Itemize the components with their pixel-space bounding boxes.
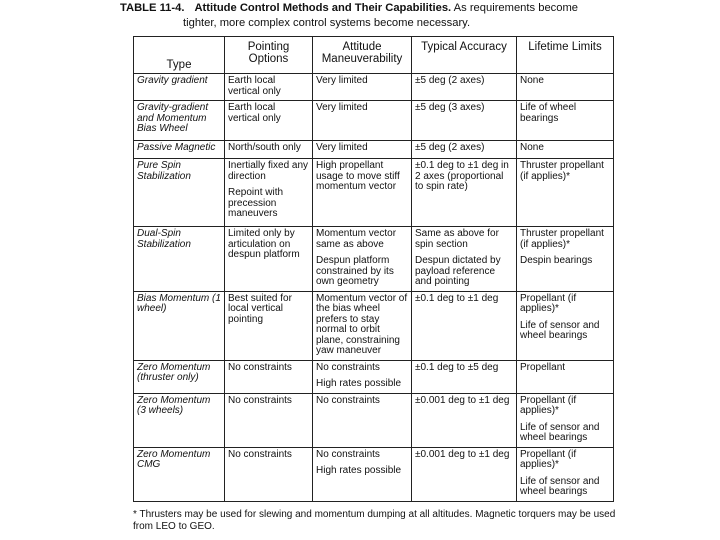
lifetime-cell — [517, 74, 614, 101]
pointing-cell — [225, 159, 313, 227]
pointing-cell — [225, 141, 313, 159]
cell-line: Earth local vertical only — [228, 75, 281, 97]
cell-line: ±5 deg (2 axes) — [415, 75, 485, 86]
cell-line: Life of wheel bearings — [520, 102, 577, 124]
cell-line: Despin bearings — [520, 255, 593, 266]
lifetime-cell — [517, 360, 614, 393]
pointing-cell — [225, 393, 313, 447]
cell-line: Same as above for spin section — [415, 228, 499, 250]
cell-line: Thruster propellant (if applies)* — [520, 160, 604, 182]
cell-line: Earth local vertical only — [228, 102, 281, 124]
cell-line: Propellant (if applies)* — [520, 292, 577, 314]
maneuverability-cell — [313, 101, 412, 141]
type-cell: Bias Momentum (1 wheel) — [134, 291, 225, 360]
cell-line: Very limited — [316, 142, 368, 153]
cell-line: Inertially fixed any direction — [228, 160, 309, 182]
cell-line: Thruster propellant (if applies)* — [520, 228, 604, 250]
attitude-control-table — [133, 36, 614, 502]
table-header-row — [134, 37, 614, 74]
table-row — [134, 101, 614, 141]
accuracy-cell — [412, 74, 517, 101]
table-row — [134, 141, 614, 159]
cell-line: ±0.1 deg to ±5 deg — [415, 361, 499, 373]
cell-line: No constraints — [316, 394, 380, 406]
table-row — [134, 360, 614, 393]
cell-line: No constraints — [228, 448, 292, 460]
type-cell: Zero Momentum (3 wheels) — [134, 393, 225, 447]
header-lifetime: Lifetime Limits — [517, 37, 614, 74]
cell-line: Very limited — [316, 75, 368, 86]
caption-label: TABLE 11-4. — [120, 2, 185, 14]
table-row — [134, 291, 614, 360]
lifetime-cell — [517, 141, 614, 159]
type-cell: Dual-Spin Stabilization — [134, 227, 225, 292]
type-cell: Gravity gradient — [134, 74, 225, 101]
cell-line: Propellant — [520, 361, 566, 373]
maneuverability-cell — [313, 74, 412, 101]
accuracy-cell — [412, 101, 517, 141]
pointing-cell — [225, 291, 313, 360]
cell-line: Very limited — [316, 102, 368, 113]
cell-line: Propellant (if applies)* — [520, 394, 577, 416]
maneuverability-cell — [313, 291, 412, 360]
cell-line: ±5 deg (2 axes) — [415, 142, 485, 153]
accuracy-cell — [412, 291, 517, 360]
cell-line: Propellant (if applies)* — [520, 448, 577, 470]
table-row — [134, 447, 614, 501]
cell-line: No constraints — [316, 361, 380, 373]
caption-text-line1: As requirements become — [453, 2, 579, 14]
type-cell: Zero Momentum CMG — [134, 447, 225, 501]
cell-line: Life of sensor and wheel bearings — [520, 475, 600, 497]
cell-line: North/south only — [228, 142, 301, 153]
cell-line: No constraints — [316, 448, 380, 460]
header-accuracy: Typical Accuracy — [412, 37, 517, 74]
cell-line: Limited only by articulation on despun platform — [228, 228, 300, 260]
cell-line: ±0.001 deg to ±1 deg — [415, 448, 510, 460]
header-maneuverability: Attitude Maneuverability — [313, 37, 412, 74]
cell-line: Despun dictated by payload reference and pointing — [415, 255, 501, 287]
cell-line: None — [520, 75, 544, 86]
caption-text-line2: tighter, more complex control systems become necessary. — [183, 17, 471, 29]
maneuverability-cell — [313, 141, 412, 159]
cell-line: Life of sensor and wheel bearings — [520, 421, 600, 443]
caption-title: Attitude Control Methods and Their Capabilities. — [194, 2, 452, 14]
cell-line: Repoint with precession maneuvers — [228, 187, 284, 219]
table-row — [134, 227, 614, 292]
maneuverability-cell — [313, 447, 412, 501]
accuracy-cell — [412, 227, 517, 292]
cell-line: No constraints — [228, 394, 292, 406]
pointing-cell — [225, 447, 313, 501]
accuracy-cell — [412, 393, 517, 447]
pointing-cell — [225, 101, 313, 141]
maneuverability-cell — [313, 159, 412, 227]
cell-line: Despun platform constrained by its own geometry — [316, 255, 394, 287]
maneuverability-cell — [313, 393, 412, 447]
pointing-cell — [225, 360, 313, 393]
accuracy-cell — [412, 360, 517, 393]
cell-line: Momentum vector of the bias wheel prefers to stay normal to orbit plane, constraining yaw maneuver — [316, 292, 408, 356]
cell-line: None — [520, 142, 544, 153]
maneuverability-cell — [313, 227, 412, 292]
table-row — [134, 393, 614, 447]
lifetime-cell — [517, 447, 614, 501]
cell-line: High rates possible — [316, 378, 402, 389]
accuracy-cell — [412, 159, 517, 227]
lifetime-cell — [517, 227, 614, 292]
maneuverability-cell — [313, 360, 412, 393]
accuracy-cell — [412, 447, 517, 501]
footnote: * Thrusters may be used for slewing and momentum dumping at all altitudes. Magnetic torquers may be used from LEO to GEO. — [133, 509, 616, 532]
type-cell: Gravity-gradient and Momentum Bias Wheel — [134, 101, 225, 141]
header-pointing: Pointing Options — [225, 37, 313, 74]
cell-line: ±0.001 deg to ±1 deg — [415, 394, 510, 406]
type-cell: Zero Momentum (thruster only) — [134, 360, 225, 393]
cell-line: No constraints — [228, 361, 292, 373]
table-row — [134, 159, 614, 227]
cell-line: High propellant usage to move stiff momentum vector — [316, 160, 400, 192]
type-cell: Pure Spin Stabilization — [134, 159, 225, 227]
lifetime-cell — [517, 101, 614, 141]
pointing-cell — [225, 227, 313, 292]
pointing-cell — [225, 74, 313, 101]
table-caption — [120, 1, 620, 31]
cell-line: High rates possible — [316, 465, 402, 476]
cell-line: ±0.1 deg to ±1 deg in 2 axes (proportional to spin rate) — [415, 160, 509, 192]
cell-line: Momentum vector same as above — [316, 228, 397, 250]
cell-line: ±5 deg (3 axes) — [415, 102, 485, 113]
cell-line: Life of sensor and wheel bearings — [520, 319, 600, 341]
type-cell: Passive Magnetic — [134, 141, 225, 159]
lifetime-cell — [517, 393, 614, 447]
table-row — [134, 74, 614, 101]
lifetime-cell — [517, 159, 614, 227]
cell-line: ±0.1 deg to ±1 deg — [415, 292, 499, 304]
cell-line: Best suited for local vertical pointing — [228, 292, 292, 325]
accuracy-cell — [412, 141, 517, 159]
header-type: Type — [134, 37, 225, 74]
lifetime-cell — [517, 291, 614, 360]
